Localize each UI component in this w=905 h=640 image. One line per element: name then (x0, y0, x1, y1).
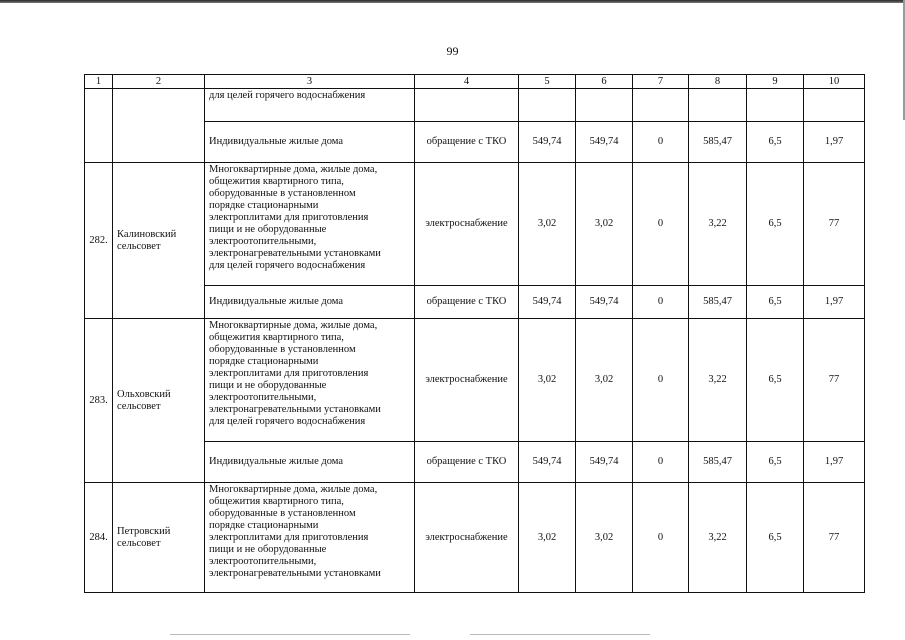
value-cell: 549,74 (576, 442, 633, 483)
desc-line: оборудованные в установленном (209, 508, 356, 519)
value-cell: 0 (633, 122, 689, 163)
settlement-name (113, 163, 205, 319)
table-row (85, 89, 865, 122)
desc-line: электроплитами для приготовления (209, 212, 369, 223)
num-cell (85, 89, 113, 163)
value-cell: 6,5 (747, 286, 804, 319)
settlement-name (113, 319, 205, 483)
desc-cell (205, 163, 415, 286)
value-cell: 77 (804, 319, 865, 442)
table-row (85, 163, 865, 286)
desc-line: для целей горячего водоснабжения (209, 260, 366, 271)
value-cell: 0 (633, 483, 689, 593)
value-cell: 6,5 (747, 442, 804, 483)
value-cell: 549,74 (519, 442, 576, 483)
header-cell: 1 (85, 75, 113, 89)
desc-line: оборудованные в установленном (209, 344, 356, 355)
desc-line: электронагревательными установками (209, 248, 381, 259)
header-cell: 2 (113, 75, 205, 89)
value-cell: 3,22 (689, 319, 747, 442)
desc-line: электроотопительными, (209, 556, 317, 567)
settlement-name-line: сельсовет (117, 400, 161, 412)
desc-line: электроотопительными, (209, 392, 317, 403)
table-row (85, 483, 865, 593)
desc-cell: Индивидуальные жилые дома (205, 286, 415, 319)
value-cell: 585,47 (689, 122, 747, 163)
desc-cell (205, 483, 415, 593)
row-number: 283. (85, 319, 113, 483)
value-cell: 585,47 (689, 442, 747, 483)
service-cell: электроснабжение (415, 483, 519, 593)
scan-rule (470, 634, 650, 635)
scan-edge-top (0, 0, 905, 3)
value-cell: 549,74 (576, 122, 633, 163)
tariff-table (84, 74, 865, 593)
desc-line: общежития квартирного типа, (209, 176, 344, 187)
settlement-name-line: сельсовет (117, 240, 161, 252)
desc-line: порядке стационарными (209, 356, 319, 367)
value-cell: 3,02 (576, 483, 633, 593)
service-cell: обращение с ТКО (415, 442, 519, 483)
value-cell: 549,74 (519, 286, 576, 319)
desc-line: Многоквартирные дома, жилые дома, (209, 320, 378, 331)
desc-line: пищи и не оборудованные (209, 380, 327, 391)
value-cell: 549,74 (576, 286, 633, 319)
desc-line: электроплитами для приготовления (209, 532, 369, 543)
value-cell: 0 (633, 442, 689, 483)
desc-cell: Индивидуальные жилые дома (205, 442, 415, 483)
desc-line: Многоквартирные дома, жилые дома, (209, 484, 378, 495)
value-cell: 549,74 (519, 122, 576, 163)
settlement-name (113, 483, 205, 593)
value-cell: 3,22 (689, 163, 747, 286)
desc-cell: Индивидуальные жилые дома (205, 122, 415, 163)
header-cell: 10 (804, 75, 865, 89)
service-cell: обращение с ТКО (415, 286, 519, 319)
header-cell: 7 (633, 75, 689, 89)
settlement-name-line: сельсовет (117, 537, 161, 549)
value-cell: 3,02 (519, 163, 576, 286)
value-cell: 0 (633, 163, 689, 286)
value-cell: 1,97 (804, 286, 865, 319)
desc-line: оборудованные в установленном (209, 188, 356, 199)
value-cell: 77 (804, 483, 865, 593)
value-cell: 3,02 (519, 319, 576, 442)
value-cell: 0 (633, 319, 689, 442)
settlement-name-line: Петровский (117, 525, 171, 537)
service-cell: электроснабжение (415, 319, 519, 442)
header-row (85, 75, 865, 89)
header-cell: 9 (747, 75, 804, 89)
header-cell: 8 (689, 75, 747, 89)
desc-line: электронагревательными установками (209, 404, 381, 415)
header-cell: 6 (576, 75, 633, 89)
value-cell: 6,5 (747, 319, 804, 442)
desc-line: для целей горячего водоснабжения (209, 90, 366, 101)
desc-line: электроплитами для приготовления (209, 368, 369, 379)
value-cell: 6,5 (747, 122, 804, 163)
row-number: 284. (85, 483, 113, 593)
value-cell: 77 (804, 163, 865, 286)
desc-line: электроотопительными, (209, 236, 317, 247)
value-cell: 6,5 (747, 163, 804, 286)
value-cell: 3,02 (519, 483, 576, 593)
settlement-name-line: Ольховский (117, 388, 171, 400)
desc-line: общежития квартирного типа, (209, 332, 344, 343)
value-cell: 6,5 (747, 483, 804, 593)
header-cell: 5 (519, 75, 576, 89)
desc-line: пищи и не оборудованные (209, 544, 327, 555)
desc-line: общежития квартирного типа, (209, 496, 344, 507)
table-row (85, 319, 865, 442)
desc-line: для целей горячего водоснабжения (209, 416, 366, 427)
value-cell: 3,02 (576, 163, 633, 286)
scan-rule (170, 634, 410, 635)
value-cell: 0 (633, 286, 689, 319)
value-cell: 3,22 (689, 483, 747, 593)
value-cell: 1,97 (804, 122, 865, 163)
desc-line: пищи и не оборудованные (209, 224, 327, 235)
service-cell: электроснабжение (415, 163, 519, 286)
settlement-name-line: Калиновский (117, 228, 177, 240)
desc-line: порядке стационарными (209, 200, 319, 211)
service-cell: обращение с ТКО (415, 122, 519, 163)
name-cell (113, 89, 205, 163)
desc-cell (205, 89, 415, 122)
desc-line: электронагревательными установками (209, 568, 381, 579)
value-cell: 585,47 (689, 286, 747, 319)
desc-line: порядке стационарными (209, 520, 319, 531)
desc-cell (205, 319, 415, 442)
value-cell: 1,97 (804, 442, 865, 483)
page-number: 99 (446, 44, 459, 58)
row-number: 282. (85, 163, 113, 319)
value-cell: 3,02 (576, 319, 633, 442)
header-cell: 3 (205, 75, 415, 89)
desc-line: Многоквартирные дома, жилые дома, (209, 164, 378, 175)
header-cell: 4 (415, 75, 519, 89)
